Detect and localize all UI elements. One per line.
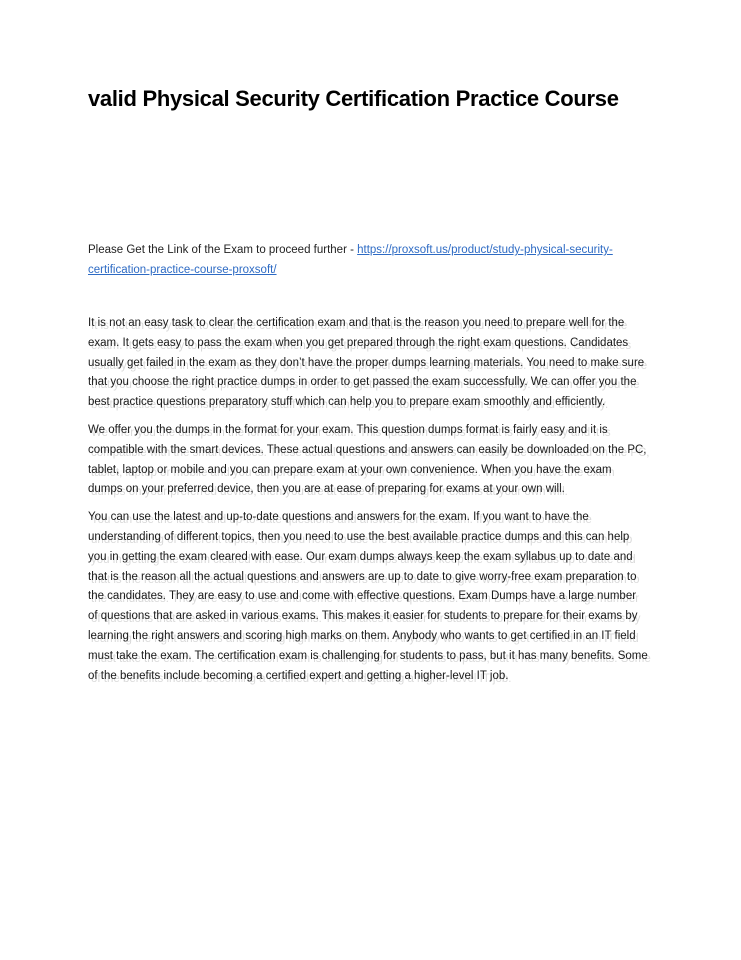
page-title: valid Physical Security Certification Practice Course <box>88 86 619 111</box>
paragraph-2: We offer you the dumps in the format for your exam. This question dumps format is fairly easy and it is compatible with the smart devices. These actual questions and answers can easily be downloaded on the PC, tablet, laptop or mobile and you can prepare exam at your own convenience. When you have the exam dumps on your preferred device, then you are at ease of preparing for exams at your own will. <box>88 423 647 496</box>
exam-link-paragraph <box>88 240 648 280</box>
paragraph-1: It is not an easy task to clear the certification exam and that is the reason you need to prepare well for the exam. It gets easy to pass the exam when you get prepared through the right exam questions. Candidates usually get failed in the exam as they don’t have the proper dumps learning materials. You need to make sure that you choose the right practice dumps in order to get passed the exam successfully. We can offer you the best practice questions preparatory stuff which can help you to prepare exam smoothly and efficiently. <box>88 317 645 409</box>
exam-link[interactable]: https://proxsoft.us/product/study-physical-security-certification-practice-course-proxsoft/ <box>88 244 613 276</box>
paragraph-3: You can use the latest and up-to-date questions and answers for the exam. If you want to have the understanding of different topics, then you need to use the best available practice dumps and this can help you in getting the exam cleared with ease. Our exam dumps always keep the exam syllabus up to date and that is the reason all the actual questions and answers are up to date to give worry-free exam preparation to the candidates. They are easy to use and come with effective questions. Exam Dumps have a large number of questions that are asked in various exams. This makes it easier for students to prepare for their exams by learning the right answers and scoring high marks on them. Anybody who wants to get certified in an IT field must take the exam. The certification exam is challenging for students to pass, but it has many benefits. Some of the benefits include becoming a certified expert and getting a higher-level IT job. <box>88 511 648 682</box>
link-prefix-text: Please Get the Link of the Exam to proceed further - <box>88 244 358 256</box>
body-text <box>88 314 648 694</box>
